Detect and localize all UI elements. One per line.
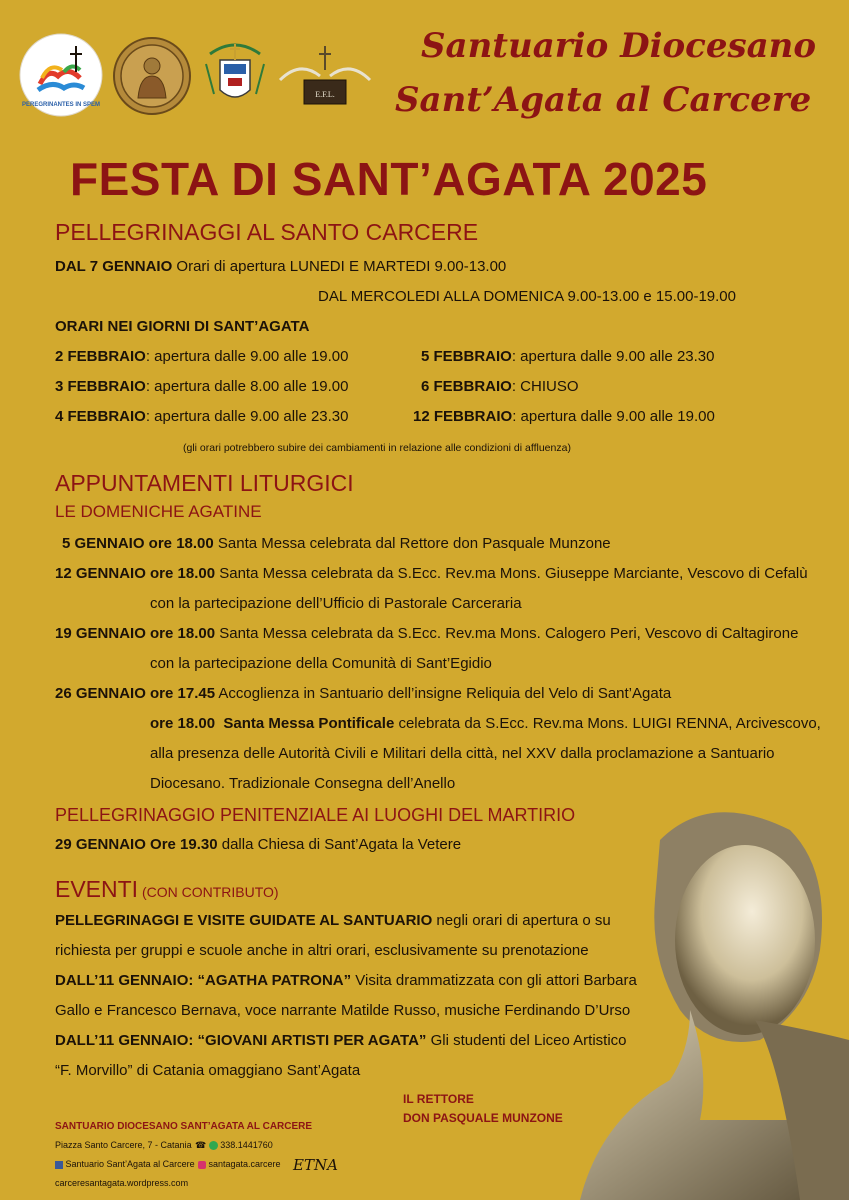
events-line3: [55, 972, 637, 989]
liturgy-text: Santa Messa celebrata dal Rettore don Pasquale Munzone: [213, 535, 611, 552]
footer-facebook[interactable]: [55, 1159, 195, 1169]
pontifical-mass-line3: Diocesano. Tradizionale Consegna dell’Anello: [150, 775, 456, 792]
feast-day-text: : apertura dalle 9.00 alle 19.00: [512, 408, 715, 425]
pontifical-time: ore 18.00: [150, 715, 216, 732]
instagram-handle: santagata.carcere: [208, 1159, 281, 1169]
feast-day-right-2: [421, 378, 579, 395]
liturgy-item-2-continued: con la partecipazione dell’Ufficio di Pastorale Carceraria: [150, 595, 522, 612]
events-line6: “F. Morvillo” di Catania omaggiano Sant’Agata: [55, 1062, 361, 1079]
saint-medallion: [112, 36, 192, 116]
events-line2: richiesta per gruppi e scuole anche in altri orari, esclusivamente su prenotazione: [55, 942, 589, 959]
feast-day-date: 6 FEBBRAIO: [421, 378, 512, 395]
archbishop-coat-of-arms: [200, 34, 270, 118]
opening-date: DAL 7 GENNAIO: [55, 258, 173, 275]
events-text: negli orari di apertura o su: [432, 912, 611, 929]
liturgy-item-3: [55, 625, 798, 642]
events-bold: PELLEGRINAGGI E VISITE GUIDATE AL SANTUARIO: [55, 912, 433, 929]
signature-name: DON PASQUALE MUNZONE: [403, 1111, 563, 1125]
penitential-date: 29 GENNAIO Ore 19.30: [55, 836, 218, 853]
events-line1: [55, 912, 611, 929]
liturgy-date: 19 GENNAIO ore 18.00: [55, 625, 216, 642]
feast-day-date: 4 FEBBRAIO: [55, 408, 146, 425]
feast-day-text: : apertura dalle 9.00 alle 23.30: [145, 408, 349, 425]
header-title-line2: Sant’Agata al Carcere: [395, 80, 812, 120]
feast-day-date: 3 FEBBRAIO: [55, 378, 146, 395]
feast-day-text: : apertura dalle 9.00 alle 19.00: [145, 348, 349, 365]
liturgy-text: Accoglienza in Santuario dell’insigne Reliquia del Velo di Sant’Agata: [215, 685, 672, 702]
events-text: Visita drammatizzata con gli attori Barbara: [351, 972, 637, 989]
liturgy-item-1: [62, 535, 611, 552]
etna-logo: ETNA: [293, 1156, 338, 1174]
feast-day-right-3: [413, 408, 715, 425]
liturgy-subtitle: LE DOMENICHE AGATINE: [55, 502, 262, 521]
saint-agatha-statue-image: [560, 800, 849, 1200]
header-title-line1: Santuario Diocesano: [421, 26, 817, 66]
instagram-icon: [198, 1161, 206, 1169]
footer-title: SANTUARIO DIOCESANO SANT’AGATA AL CARCERE: [55, 1121, 313, 1132]
penitential-title: PELLEGRINAGGIO PENITENZIALE AI LUOGHI DEL MARTIRIO: [55, 805, 576, 825]
liturgy-text: Santa Messa celebrata da S.Ecc. Rev.ma Mons. Calogero Peri, Vescovo di Caltagirone: [215, 625, 799, 642]
liturgy-text: Santa Messa celebrata da S.Ecc. Rev.ma Mons. Giuseppe Marciante, Vescovo di Cefalù: [215, 565, 808, 582]
feast-day-text: : apertura dalle 9.00 alle 23.30: [511, 348, 715, 365]
pontifical-mass-line1: [150, 715, 821, 732]
feast-day-text: : CHIUSO: [511, 378, 579, 395]
pontifical-title: Santa Messa Pontificale: [223, 715, 395, 732]
events-title-note: (CON CONTRIBUTO): [138, 884, 279, 900]
opening-hours-line1: [55, 258, 506, 275]
penitential-text: dalla Chiesa di Sant’Agata la Vetere: [217, 836, 462, 853]
liturgy-item-2: [55, 565, 808, 582]
opening-hours-text: Orari di apertura LUNEDI E MARTEDI 9.00-13.00: [172, 258, 507, 275]
footer-website[interactable]: carceresantagata.wordpress.com: [55, 1178, 189, 1188]
hours-note: (gli orari potrebbero subire dei cambiamenti in relazione alle condizioni di affluenza): [183, 442, 571, 454]
opening-hours-line2: DAL MERCOLEDI ALLA DOMENICA 9.00-13.00 e 15.00-19.00: [318, 288, 736, 305]
footer-instagram[interactable]: [198, 1159, 281, 1169]
feast-day-left-1: [55, 348, 349, 365]
feast-day-text: : apertura dalle 8.00 alle 19.00: [145, 378, 349, 395]
events-title: EVENTI: [55, 876, 139, 902]
events-bold: DALL’11 GENNAIO: “AGATHA PATRONA”: [55, 972, 352, 989]
pontifical-text: celebrata da S.Ecc. Rev.ma Mons. LUIGI RENNA, Arcivescovo,: [394, 715, 821, 732]
liturgy-date: 12 GENNAIO ore 18.00: [55, 565, 216, 582]
liturgy-date: 5 GENNAIO ore 18.00: [62, 535, 214, 552]
feast-days-title: ORARI NEI GIORNI DI SANT’AGATA: [55, 318, 310, 335]
events-bold: DALL’11 GENNAIO: “GIOVANI ARTISTI PER AGATA”: [55, 1032, 427, 1049]
whatsapp-icon: [209, 1141, 218, 1150]
signature-role: IL RETTORE: [403, 1092, 474, 1106]
feast-day-right-1: [421, 348, 715, 365]
pellegrinanti-logo: [18, 32, 104, 118]
main-title: FESTA DI SANT’AGATA 2025: [70, 153, 708, 205]
feast-day-date: 12 FEBBRAIO: [413, 408, 513, 425]
feast-day-left-3: [55, 408, 349, 425]
liturgy-date: 26 GENNAIO ore 17.45: [55, 685, 216, 702]
liturgy-title: APPUNTAMENTI LITURGICI: [55, 470, 354, 496]
events-text: Gli studenti del Liceo Artistico: [426, 1032, 627, 1049]
feast-day-date: 2 FEBBRAIO: [55, 348, 146, 365]
liturgy-item-4: [55, 685, 671, 702]
svg-text:PEREGRINANTES IN SPEM: PEREGRINANTES IN SPEM: [21, 102, 101, 108]
events-line5: [55, 1032, 627, 1049]
penitential-line: [55, 836, 461, 853]
feast-day-date: 5 FEBBRAIO: [421, 348, 512, 365]
pontifical-mass-line2: alla presenza delle Autorità Civili e Militari della città, nel XXV dalla proclamazione a Santuario: [150, 745, 775, 762]
phone-number: 338.1441760: [220, 1140, 273, 1150]
feast-day-left-2: [55, 378, 349, 395]
facebook-page: Santuario Sant’Agata al Carcere: [65, 1159, 195, 1169]
liturgy-item-3-continued: con la partecipazione della Comunità di Sant’Egidio: [150, 655, 492, 672]
facebook-icon: [55, 1161, 63, 1169]
footer-phone: [195, 1140, 273, 1151]
phone-icon: ☎: [195, 1140, 207, 1150]
events-heading: [55, 876, 279, 903]
svg-text:E.F.L.: E.F.L.: [315, 90, 335, 99]
pilgrimages-title: PELLEGRINAGGI AL SANTO CARCERE: [55, 219, 479, 245]
footer-address: Piazza Santo Carcere, 7 - Catania: [55, 1140, 192, 1150]
events-line4: Gallo e Francesco Bernava, voce narrante Matilde Russo, musiche Ferdinando D’Urso: [55, 1002, 631, 1019]
efl-emblem: [270, 40, 380, 116]
